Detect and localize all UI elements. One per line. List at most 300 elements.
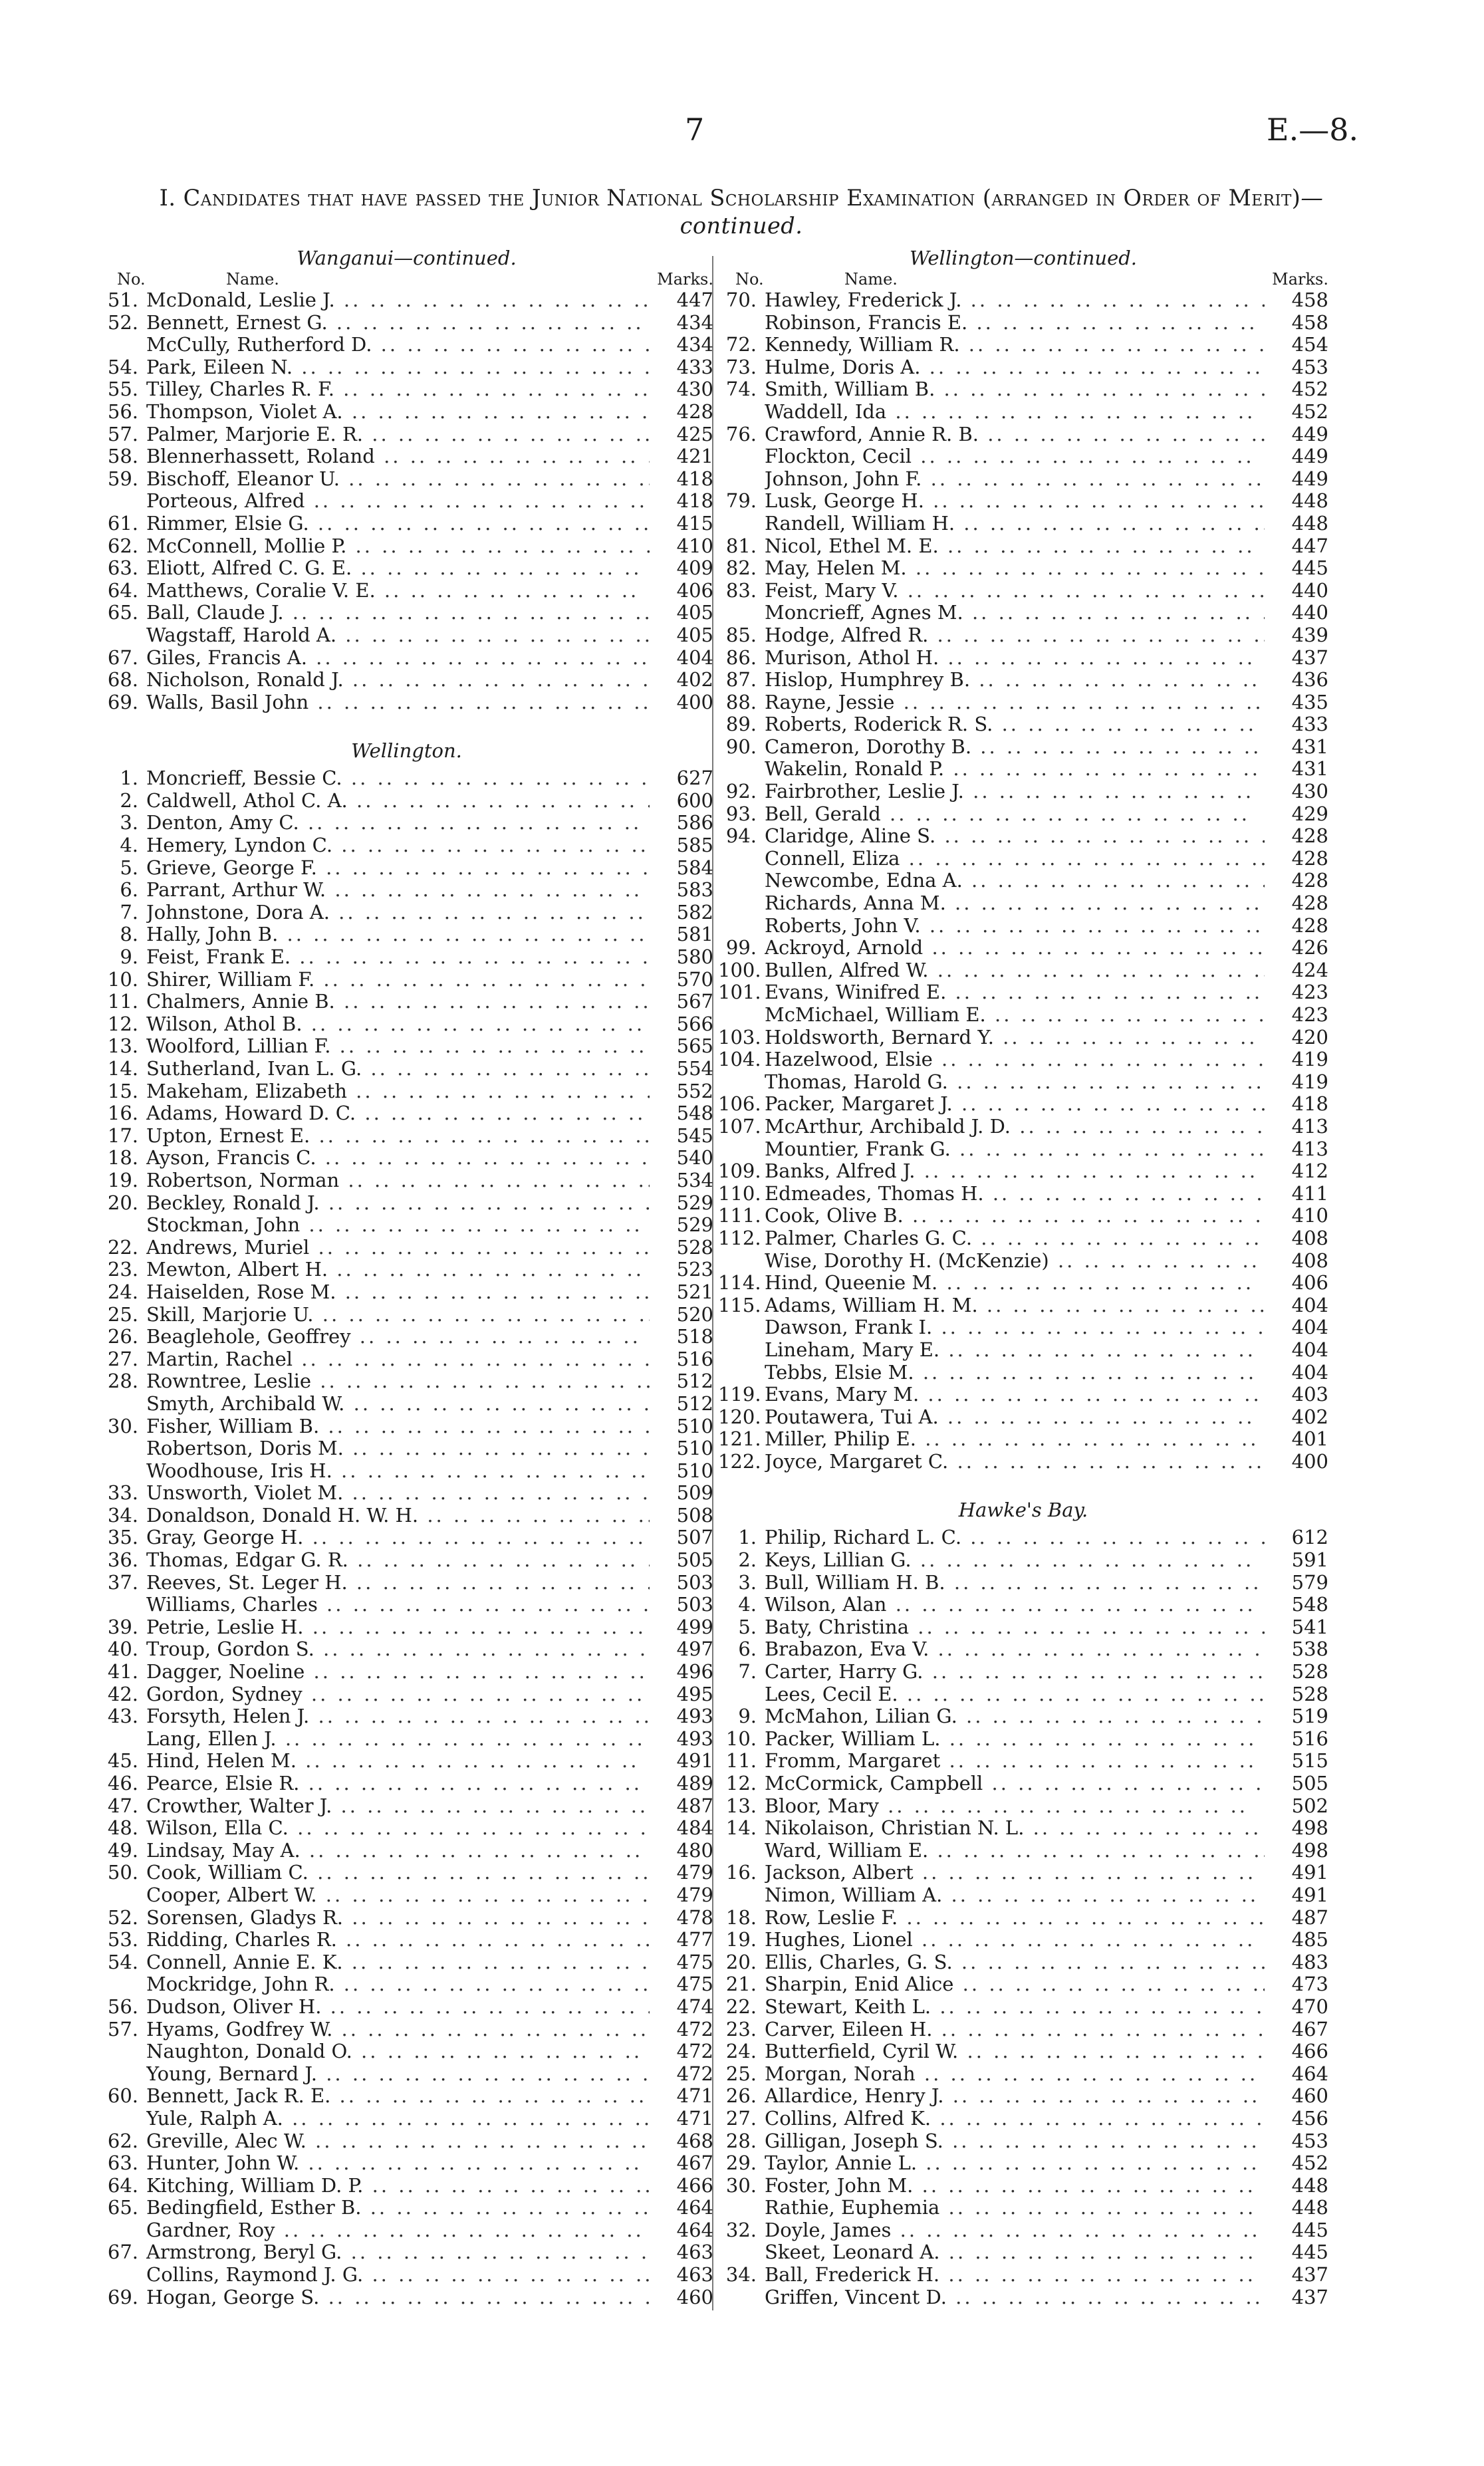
candidate-marks: 512 xyxy=(676,1370,713,1393)
candidate-number: 63. xyxy=(107,556,138,580)
candidate-name: Haiselden, Rose M. .. . xyxy=(146,1281,650,1304)
candidate-marks: 449 xyxy=(1291,467,1328,490)
candidate-number: 1. xyxy=(120,767,138,790)
candidate-number: 2. xyxy=(120,789,138,812)
candidate-marks: 570 xyxy=(676,967,713,991)
table-row xyxy=(718,937,1328,959)
candidate-name: Troup, Gordon S. .. . xyxy=(146,1638,650,1661)
table-row xyxy=(100,857,713,880)
candidate-number: 28. xyxy=(107,1370,138,1393)
header-marks: Marks. xyxy=(657,270,713,289)
candidate-name: Pearce, Elsie R. .. . xyxy=(146,1773,650,1795)
candidate-number: 106. xyxy=(718,1092,761,1116)
candidate-number: 48. xyxy=(107,1816,138,1840)
candidate-name: Crawford, Annie R. B. .. . xyxy=(765,424,1265,446)
candidate-name: Ellis, Charles, G. S. .. . xyxy=(765,1951,1265,1974)
candidate-name: Mockridge, John R. .. . xyxy=(146,1973,650,1996)
candidate-marks: 409 xyxy=(676,556,713,580)
candidate-name: Hulme, Doris A. .. . xyxy=(765,356,1265,379)
candidate-marks: 510 xyxy=(676,1437,713,1460)
candidate-name: Ackroyd, Arnold .. . xyxy=(765,937,1265,959)
candidate-number: 3. xyxy=(738,1570,757,1594)
candidate-name: Gardner, Roy .. . xyxy=(146,2219,650,2242)
table-row xyxy=(100,1907,713,1929)
candidate-number xyxy=(718,2241,765,2264)
candidate-marks: 566 xyxy=(676,1012,713,1035)
candidate-marks: 498 xyxy=(1291,1838,1328,1862)
candidate-marks: 448 xyxy=(1291,2196,1328,2219)
candidate-number: 114. xyxy=(718,1271,761,1295)
candidate-name: Nimon, William A. .. . xyxy=(765,1884,1265,1907)
candidate-marks: 515 xyxy=(1291,1749,1328,1773)
table-row xyxy=(718,736,1328,759)
candidate-number: 4. xyxy=(738,1593,757,1616)
candidate-marks: 425 xyxy=(676,422,713,445)
candidate-number: 63. xyxy=(107,2152,138,2175)
candidate-name: Hodge, Alfred R. .. . xyxy=(765,624,1265,647)
table-row xyxy=(718,602,1328,624)
candidate-number: 120. xyxy=(718,1405,761,1428)
candidate-marks: 489 xyxy=(676,1772,713,1794)
candidate-name: Park, Eileen N. .. . xyxy=(146,356,650,379)
table-row xyxy=(718,1205,1328,1227)
candidate-number: 55. xyxy=(107,378,138,401)
candidate-marks: 472 xyxy=(676,2040,713,2063)
candidate-number: 69. xyxy=(107,2285,138,2308)
candidate-number xyxy=(718,1250,765,1273)
candidate-marks: 471 xyxy=(676,2106,713,2130)
candidate-number xyxy=(718,1362,765,1384)
candidate-number: 89. xyxy=(725,713,757,736)
candidate-marks: 415 xyxy=(676,511,713,535)
left-column xyxy=(100,247,713,2308)
candidate-marks: 479 xyxy=(676,1883,713,1906)
table-row xyxy=(100,356,713,379)
candidate-name: Collins, Raymond J. G. .. . xyxy=(146,2264,650,2286)
candidate-name: Flockton, Cecil .. . xyxy=(765,445,1265,468)
table-row xyxy=(718,1862,1328,1884)
candidate-marks: 410 xyxy=(676,534,713,557)
candidate-marks: 520 xyxy=(676,1302,713,1326)
table-row xyxy=(718,892,1328,915)
candidate-marks: 452 xyxy=(1291,378,1328,401)
candidate-number: 65. xyxy=(107,2196,138,2219)
candidate-marks: 484 xyxy=(676,1816,713,1840)
candidate-name: Young, Bernard J. .. . xyxy=(146,2063,650,2086)
candidate-marks: 458 xyxy=(1291,310,1328,334)
table-row xyxy=(100,2286,713,2309)
candidate-marks: 487 xyxy=(1291,1906,1328,1929)
candidate-number: 110. xyxy=(718,1181,761,1205)
candidate-name: Poutawera, Tui A. .. . xyxy=(765,1406,1265,1429)
candidate-marks: 419 xyxy=(1291,1070,1328,1093)
candidate-number: 11. xyxy=(725,1749,757,1773)
table-row xyxy=(100,468,713,491)
candidate-marks: 449 xyxy=(1291,445,1328,468)
section-heading-wanganui: Wanganui—continued. xyxy=(297,247,517,269)
candidate-name: Skeet, Leonard A. .. . xyxy=(765,2241,1265,2264)
candidate-marks: 478 xyxy=(676,1906,713,1929)
table-row xyxy=(100,2219,713,2242)
table-row xyxy=(100,1370,713,1393)
candidate-marks: 445 xyxy=(1291,2241,1328,2264)
candidate-marks: 431 xyxy=(1291,757,1328,781)
candidate-number: 111. xyxy=(718,1204,761,1227)
candidate-marks: 528 xyxy=(1291,1660,1328,1683)
candidate-number: 30. xyxy=(107,1414,138,1437)
table-row xyxy=(718,334,1328,356)
table-row xyxy=(100,1505,713,1527)
candidate-number xyxy=(100,2040,146,2063)
candidate-marks: 428 xyxy=(1291,914,1328,937)
candidate-number: 1. xyxy=(738,1526,757,1549)
table-row xyxy=(100,1393,713,1416)
table-row xyxy=(718,535,1328,558)
candidate-name: Dagger, Noeline .. . xyxy=(146,1661,650,1683)
table-row xyxy=(718,2063,1328,2086)
candidate-number: 82. xyxy=(725,556,757,580)
table-row xyxy=(100,312,713,334)
table-row xyxy=(100,1482,713,1505)
table-row xyxy=(718,2197,1328,2219)
candidate-number: 26. xyxy=(725,2084,757,2108)
candidate-name: Denton, Amy C. .. . xyxy=(146,812,650,834)
table-row xyxy=(100,1549,713,1572)
candidate-number: 16. xyxy=(725,1861,757,1884)
candidate-marks: 464 xyxy=(1291,2062,1328,2085)
candidate-number: 42. xyxy=(107,1682,138,1705)
candidate-number xyxy=(718,445,765,468)
candidate-name: Edmeades, Thomas H. .. . xyxy=(765,1183,1265,1205)
candidate-number: 7. xyxy=(120,900,138,924)
candidate-name: Blennerhassett, Roland .. . xyxy=(146,445,650,468)
section-heading-hawkes-bay: Hawke's Bay. xyxy=(958,1499,1088,1522)
table-row xyxy=(718,2286,1328,2309)
candidate-marks: 426 xyxy=(1291,936,1328,959)
candidate-number: 46. xyxy=(107,1772,138,1794)
candidate-marks: 516 xyxy=(1291,1727,1328,1750)
candidate-marks: 448 xyxy=(1291,511,1328,535)
candidate-marks: 487 xyxy=(676,1794,713,1817)
candidate-number: 85. xyxy=(725,623,757,646)
candidate-name: Richards, Anna M. .. . xyxy=(765,892,1265,915)
candidate-number xyxy=(100,1728,146,1751)
candidate-marks: 452 xyxy=(1291,400,1328,423)
candidate-number: 121. xyxy=(718,1427,761,1451)
table-row xyxy=(718,1750,1328,1773)
table-row xyxy=(100,378,713,401)
candidate-number: 54. xyxy=(107,1950,138,1973)
candidate-marks: 448 xyxy=(1291,489,1328,513)
candidate-name: McCormick, Campbell .. . xyxy=(765,1773,1265,1795)
candidate-marks: 447 xyxy=(676,289,713,311)
table-row xyxy=(718,557,1328,580)
candidate-name: Giles, Francis A. .. . xyxy=(146,647,650,670)
candidate-marks: 567 xyxy=(676,990,713,1013)
table-row xyxy=(100,1862,713,1884)
candidate-number xyxy=(100,2063,146,2086)
candidate-name: Unsworth, Violet M. .. . xyxy=(146,1482,650,1505)
table-row xyxy=(718,713,1328,736)
candidate-number: 13. xyxy=(725,1794,757,1817)
candidate-name: Wilson, Alan .. . xyxy=(765,1594,1265,1616)
candidate-name: Collins, Alfred K. .. . xyxy=(765,2108,1265,2130)
candidate-name: Wise, Dorothy H. (McKenzie) .. . xyxy=(765,1250,1265,1273)
table-row xyxy=(100,1817,713,1840)
candidate-number xyxy=(100,1594,146,1616)
candidate-number: 45. xyxy=(107,1749,138,1773)
table-row xyxy=(718,624,1328,647)
table-row xyxy=(718,981,1328,1004)
candidate-marks: 627 xyxy=(676,767,713,790)
candidate-number: 40. xyxy=(107,1638,138,1661)
candidate-number: 54. xyxy=(107,355,138,378)
candidate-name: Ward, William E. .. . xyxy=(765,1840,1265,1862)
candidate-name: Kitching, William D. P. .. . xyxy=(146,2175,650,2197)
candidate-name: Lineham, Mary E. .. . xyxy=(765,1339,1265,1362)
candidate-marks: 579 xyxy=(1291,1570,1328,1594)
table-row xyxy=(718,1027,1328,1049)
candidate-name: Lindsay, May A. .. . xyxy=(146,1840,650,1862)
candidate-name: Miller, Philip E. .. . xyxy=(765,1428,1265,1451)
candidate-marks: 519 xyxy=(1291,1705,1328,1728)
candidate-name: Dawson, Frank I. .. . xyxy=(765,1316,1265,1339)
table-row xyxy=(100,1973,713,1996)
candidate-name: Andrews, Muriel .. . xyxy=(146,1237,650,1259)
candidate-marks: 612 xyxy=(1291,1526,1328,1549)
candidate-name: Smyth, Archibald W. .. . xyxy=(146,1393,650,1416)
table-row xyxy=(718,1549,1328,1572)
candidate-marks: 419 xyxy=(1291,1048,1328,1071)
page-number: 7 xyxy=(685,112,705,148)
candidate-name: Caldwell, Athol C. A. .. . xyxy=(146,790,650,812)
candidate-marks: 411 xyxy=(1291,1181,1328,1205)
table-row xyxy=(100,1170,713,1192)
table-row xyxy=(718,356,1328,379)
candidate-name: Holdsworth, Bernard Y. .. . xyxy=(765,1027,1265,1049)
candidate-number: 119. xyxy=(718,1383,761,1406)
table-row xyxy=(718,1616,1328,1639)
candidate-name: Beckley, Ronald J. .. . xyxy=(146,1192,650,1215)
table-row xyxy=(100,1102,713,1125)
table-row xyxy=(100,1884,713,1907)
candidate-number: 12. xyxy=(107,1012,138,1035)
candidate-number: 56. xyxy=(107,1995,138,2018)
candidate-name: Ayson, Francis C. .. . xyxy=(146,1147,650,1170)
table-row xyxy=(100,535,713,558)
candidate-name: Nicol, Ethel M. E. .. . xyxy=(765,535,1265,558)
candidate-number: 70. xyxy=(725,289,757,311)
candidate-name: McConnell, Mollie P. .. . xyxy=(146,535,650,558)
candidate-number: 109. xyxy=(718,1160,761,1183)
candidate-name: Porteous, Alfred .. . xyxy=(146,490,650,513)
table-row xyxy=(718,1795,1328,1818)
candidate-number: 67. xyxy=(107,2241,138,2264)
candidate-number: 62. xyxy=(107,2129,138,2152)
wanganui-list xyxy=(100,289,713,713)
candidate-marks: 554 xyxy=(676,1057,713,1080)
table-row xyxy=(718,1295,1328,1317)
candidate-name: Hemery, Lyndon C. .. . xyxy=(146,834,650,857)
candidate-marks: 433 xyxy=(1291,713,1328,736)
candidate-number: 76. xyxy=(725,422,757,445)
candidate-marks: 540 xyxy=(676,1146,713,1170)
candidate-number xyxy=(718,1071,765,1094)
table-row xyxy=(100,2264,713,2286)
candidate-marks: 437 xyxy=(1291,646,1328,669)
table-row xyxy=(100,401,713,424)
candidate-number: 5. xyxy=(120,856,138,879)
candidate-name: Fairbrother, Leslie J. .. . xyxy=(765,781,1265,803)
candidate-name: Packer, Margaret J. .. . xyxy=(765,1093,1265,1116)
candidate-marks: 521 xyxy=(676,1280,713,1303)
candidate-marks: 458 xyxy=(1291,289,1328,311)
candidate-name: Taylor, Annie L. .. . xyxy=(765,2152,1265,2175)
candidate-marks: 538 xyxy=(1291,1638,1328,1661)
table-row xyxy=(100,1460,713,1483)
table-row xyxy=(718,378,1328,401)
table-row xyxy=(100,1527,713,1549)
table-row xyxy=(718,1527,1328,1549)
candidate-name: Makeham, Elizabeth .. . xyxy=(146,1080,650,1103)
candidate-number: 62. xyxy=(107,534,138,557)
candidate-number: 41. xyxy=(107,1660,138,1683)
candidate-number xyxy=(100,1973,146,1996)
candidate-name: Hunter, John W. .. . xyxy=(146,2152,650,2175)
candidate-number: 74. xyxy=(725,378,757,401)
candidate-name: Evans, Mary M. .. . xyxy=(765,1384,1265,1406)
candidate-number: 10. xyxy=(107,967,138,991)
candidate-name: Mountier, Frank G. .. . xyxy=(765,1138,1265,1161)
candidate-number: 100. xyxy=(718,958,761,981)
table-row xyxy=(100,2175,713,2197)
table-row xyxy=(100,902,713,924)
table-row xyxy=(718,2175,1328,2197)
candidate-marks: 493 xyxy=(676,1727,713,1750)
table-row xyxy=(718,1116,1328,1138)
candidate-marks: 408 xyxy=(1291,1249,1328,1272)
candidate-name: Hind, Helen M. .. . xyxy=(146,1750,650,1773)
candidate-name: Lang, Ellen J. .. . xyxy=(146,1728,650,1751)
title-suffix: —continued. xyxy=(680,185,1324,239)
candidate-name: Hind, Queenie M. .. . xyxy=(765,1272,1265,1295)
candidate-name: Adams, William H. M. .. . xyxy=(765,1295,1265,1317)
table-row xyxy=(100,1080,713,1103)
wellington-continued-list xyxy=(718,289,1328,1473)
candidate-marks: 445 xyxy=(1291,556,1328,580)
candidate-number: 30. xyxy=(725,2173,757,2197)
candidate-name: Greville, Alec W. .. . xyxy=(146,2130,650,2153)
table-row xyxy=(100,1773,713,1795)
candidate-marks: 466 xyxy=(676,2173,713,2197)
table-row xyxy=(718,490,1328,513)
candidate-marks: 440 xyxy=(1291,578,1328,602)
table-row xyxy=(100,879,713,902)
candidate-number: 49. xyxy=(107,1838,138,1862)
column-headers-right xyxy=(718,269,1328,289)
candidate-marks: 479 xyxy=(676,1861,713,1884)
table-row xyxy=(718,2152,1328,2175)
candidate-marks: 405 xyxy=(676,601,713,624)
table-row xyxy=(100,1058,713,1080)
candidate-name: Cook, Olive B. .. . xyxy=(765,1205,1265,1227)
table-row xyxy=(718,2019,1328,2041)
candidate-number: 35. xyxy=(107,1526,138,1549)
candidate-name: Reeves, St. Leger H. .. . xyxy=(146,1572,650,1594)
candidate-number xyxy=(718,1840,765,1862)
header-no: No. xyxy=(735,270,764,289)
candidate-marks: 471 xyxy=(676,2084,713,2108)
table-row xyxy=(718,1661,1328,1683)
candidate-name: Cooper, Albert W. .. . xyxy=(146,1884,650,1907)
table-row xyxy=(718,1048,1328,1071)
candidate-number: 94. xyxy=(725,824,757,848)
candidate-name: Lusk, George H. .. . xyxy=(765,490,1265,513)
candidate-name: Stewart, Keith L. .. . xyxy=(765,1996,1265,2019)
table-row xyxy=(100,1125,713,1148)
candidate-number xyxy=(718,892,765,915)
candidate-marks: 493 xyxy=(676,1705,713,1728)
table-row xyxy=(100,1214,713,1237)
candidate-name: Naughton, Donald O. .. . xyxy=(146,2040,650,2063)
table-row xyxy=(100,557,713,580)
candidate-number: 20. xyxy=(725,1950,757,1973)
candidate-number: 24. xyxy=(107,1280,138,1303)
candidate-name: Dudson, Oliver H. .. . xyxy=(146,1996,650,2019)
candidate-number: 27. xyxy=(725,2106,757,2130)
candidate-name: Parrant, Arthur W. .. . xyxy=(146,879,650,902)
candidate-marks: 428 xyxy=(1291,869,1328,892)
candidate-number: 37. xyxy=(107,1570,138,1594)
candidate-name: McDonald, Leslie J. .. . xyxy=(146,289,650,312)
candidate-name: Sutherland, Ivan L. G. .. . xyxy=(146,1058,650,1080)
candidate-number: 23. xyxy=(725,2017,757,2040)
candidate-name: Matthews, Coralie V. E. .. . xyxy=(146,580,650,602)
table-row xyxy=(718,513,1328,535)
page-title xyxy=(126,184,1356,240)
candidate-marks: 464 xyxy=(676,2196,713,2219)
candidate-number: 60. xyxy=(107,2084,138,2108)
candidate-number: 14. xyxy=(725,1816,757,1840)
candidate-name: Fisher, William B. .. . xyxy=(146,1416,650,1438)
candidate-name: Woolford, Lillian F. .. . xyxy=(146,1035,650,1058)
candidate-marks: 473 xyxy=(1291,1973,1328,1996)
candidate-marks: 463 xyxy=(676,2241,713,2264)
candidate-marks: 495 xyxy=(676,1682,713,1705)
candidate-marks: 508 xyxy=(676,1503,713,1527)
candidate-name: May, Helen M. .. . xyxy=(765,557,1265,580)
candidate-name: Row, Leslie F. .. . xyxy=(765,1907,1265,1929)
candidate-marks: 600 xyxy=(676,789,713,812)
candidate-marks: 516 xyxy=(676,1347,713,1370)
candidate-name: Rowntree, Leslie .. . xyxy=(146,1370,650,1393)
candidate-name: Rathie, Euphemia .. . xyxy=(765,2197,1265,2219)
table-row xyxy=(718,915,1328,937)
candidate-number xyxy=(718,468,765,491)
candidate-number xyxy=(100,1460,146,1483)
table-row xyxy=(100,1683,713,1706)
candidate-marks: 475 xyxy=(676,1950,713,1973)
candidate-marks: 468 xyxy=(676,2129,713,2152)
candidate-number: 4. xyxy=(120,834,138,857)
candidate-name: McCully, Rutherford D. .. . xyxy=(146,334,650,356)
candidate-number xyxy=(100,1393,146,1416)
table-row xyxy=(100,1951,713,1974)
candidate-number: 47. xyxy=(107,1794,138,1817)
candidate-number: 92. xyxy=(725,780,757,803)
candidate-number: 25. xyxy=(107,1302,138,1326)
candidate-name: Sharpin, Enid Alice .. . xyxy=(765,1973,1265,1996)
